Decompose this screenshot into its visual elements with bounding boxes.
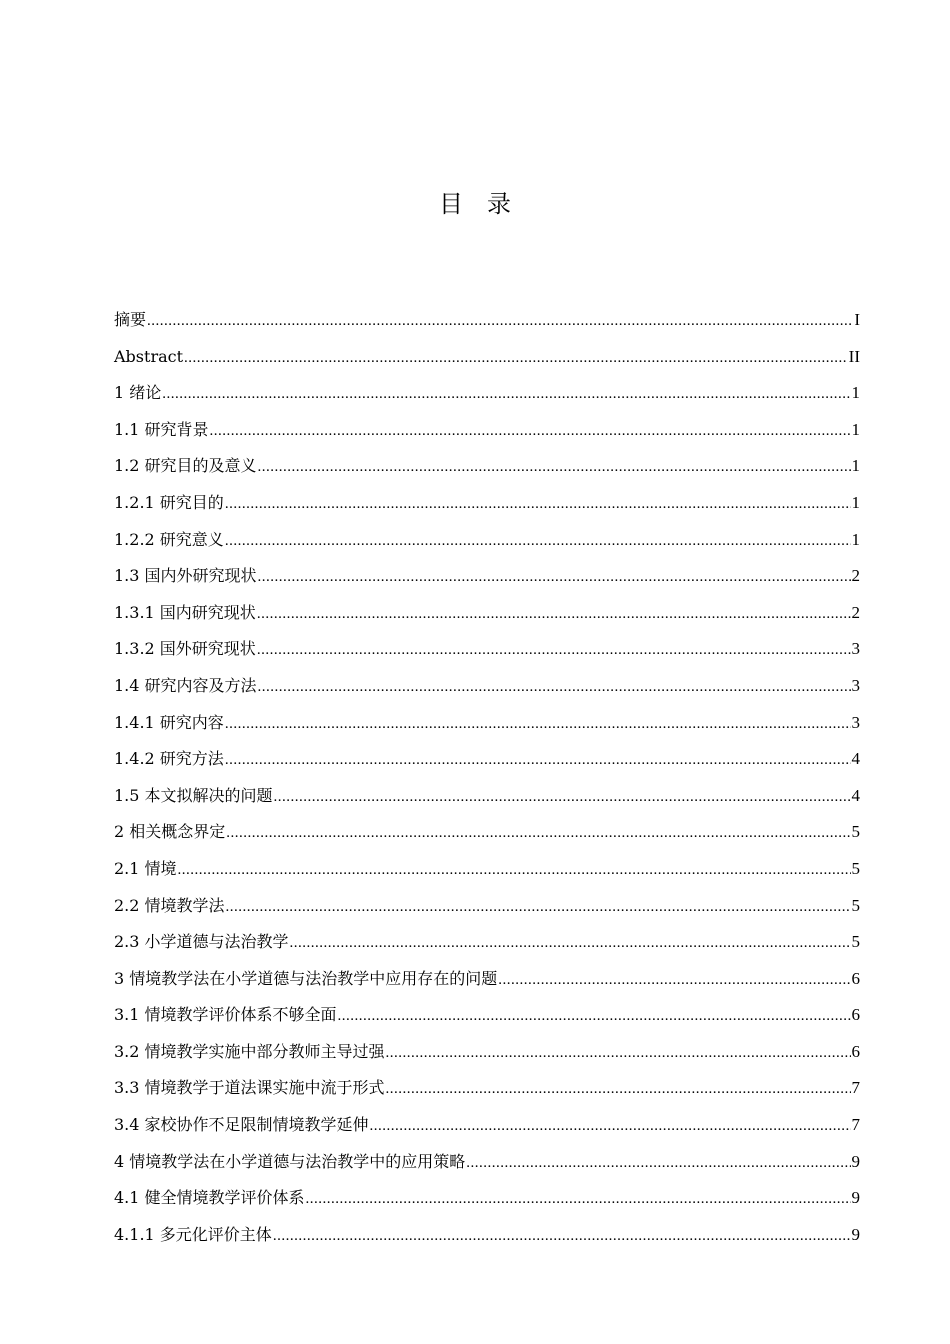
toc-entry-label: 3.3 情境教学于道法课实施中流于形式 <box>114 1078 385 1098</box>
toc-entry-label: 4.1.1 多元化评价主体 <box>114 1224 272 1244</box>
toc-entry-label: 1.1 研究背景 <box>114 419 209 439</box>
toc-entry-page: 3 <box>851 712 860 732</box>
toc-entry[interactable] <box>114 997 860 1034</box>
toc-entry[interactable] <box>114 924 860 961</box>
toc-entry-page: 5 <box>851 895 860 915</box>
toc-leader <box>258 669 851 705</box>
toc-entry[interactable] <box>114 595 860 632</box>
toc-entry-label: 4 情境教学法在小学道德与法治教学中的应用策略 <box>114 1151 466 1171</box>
toc-entry[interactable] <box>114 412 860 449</box>
toc-leader <box>338 998 851 1034</box>
toc-entry[interactable] <box>114 705 860 742</box>
toc-entry-label: 2.2 情境教学法 <box>114 895 225 915</box>
toc-entry-label: 1.4.2 研究方法 <box>114 749 224 769</box>
toc-leader <box>225 523 851 559</box>
toc-entry-page: 5 <box>851 858 860 878</box>
toc-title: 目 录 <box>439 190 511 218</box>
toc-entry-page: 9 <box>851 1151 860 1171</box>
toc-entry-label: 1.3.2 国外研究现状 <box>114 639 256 659</box>
toc-entry[interactable] <box>114 339 860 376</box>
toc-leader <box>225 486 851 522</box>
toc-entry[interactable] <box>114 631 860 668</box>
toc-leader <box>306 1181 851 1217</box>
toc-entry[interactable] <box>114 1144 860 1181</box>
toc-entry-label: 2.1 情境 <box>114 858 177 878</box>
toc-leader <box>147 303 853 339</box>
toc-entry-label: 1.3 国内外研究现状 <box>114 566 257 586</box>
toc-entry-label: 2.3 小学道德与法治教学 <box>114 932 289 952</box>
toc-leader <box>386 1035 851 1071</box>
toc-entry-label: Abstract <box>114 346 184 366</box>
toc-leader <box>226 815 850 851</box>
toc-entry-page: I <box>854 310 860 329</box>
toc-leader <box>178 852 851 888</box>
toc-entry[interactable] <box>114 814 860 851</box>
toc-leader <box>273 1218 851 1254</box>
toc-entry-page: 3 <box>851 639 860 659</box>
toc-entry[interactable] <box>114 1070 860 1107</box>
toc-leader <box>258 449 851 485</box>
toc-entry[interactable] <box>114 851 860 888</box>
toc-leader <box>466 1145 850 1181</box>
toc-leader <box>257 596 851 632</box>
toc-entry[interactable] <box>114 1034 860 1071</box>
toc-entry-label: 4.1 健全情境教学评价体系 <box>114 1188 305 1208</box>
toc-leader <box>386 1071 851 1107</box>
toc-entry-page: 4 <box>851 785 860 805</box>
toc-list <box>114 302 860 1253</box>
toc-entry-label: 1.2.1 研究目的 <box>114 492 224 512</box>
toc-entry-label: 摘要 <box>114 310 147 329</box>
toc-entry-label: 1.4.1 研究内容 <box>114 712 224 732</box>
toc-entry[interactable] <box>114 778 860 815</box>
toc-entry[interactable] <box>114 1107 860 1144</box>
toc-leader <box>498 962 850 998</box>
toc-entry-page: 1 <box>851 419 860 439</box>
toc-entry-page: 9 <box>851 1188 860 1208</box>
toc-entry[interactable] <box>114 302 860 339</box>
toc-entry-label: 3 情境教学法在小学道德与法治教学中应用存在的问题 <box>114 968 498 988</box>
toc-leader <box>210 413 851 449</box>
toc-entry[interactable] <box>114 375 860 412</box>
toc-entry[interactable] <box>114 522 860 559</box>
toc-entry-page: 4 <box>851 749 860 769</box>
toc-leader <box>274 779 851 815</box>
toc-entry[interactable] <box>114 961 860 998</box>
toc-entry-label: 3.4 家校协作不足限制情境教学延伸 <box>114 1115 369 1135</box>
toc-entry-page: II <box>848 346 860 366</box>
toc-entry-page: 2 <box>851 566 860 586</box>
toc-entry-page: 6 <box>851 1041 860 1061</box>
toc-entry-label: 1.5 本文拟解决的问题 <box>114 785 273 805</box>
toc-entry-page: 6 <box>851 968 860 988</box>
toc-leader <box>370 1108 851 1144</box>
toc-entry-label: 1.2 研究目的及意义 <box>114 456 257 476</box>
toc-entry-page: 1 <box>851 456 860 476</box>
toc-leader <box>225 706 851 742</box>
toc-entry-label: 3.2 情境教学实施中部分教师主导过强 <box>114 1041 385 1061</box>
toc-entry-label: 3.1 情境教学评价体系不够全面 <box>114 1005 337 1025</box>
toc-entry-page: 5 <box>851 822 860 842</box>
toc-entry-label: 1.4 研究内容及方法 <box>114 675 257 695</box>
toc-entry-page: 6 <box>851 1005 860 1025</box>
toc-entry-page: 1 <box>851 492 860 512</box>
toc-entry[interactable] <box>114 1217 860 1254</box>
toc-leader <box>226 889 851 925</box>
toc-entry-label: 1.3.1 国内研究现状 <box>114 602 256 622</box>
toc-entry[interactable] <box>114 448 860 485</box>
toc-entry[interactable] <box>114 741 860 778</box>
toc-leader <box>225 742 851 778</box>
toc-entry-label: 1 绪论 <box>114 383 162 403</box>
toc-entry-page: 5 <box>851 932 860 952</box>
toc-entry[interactable] <box>114 668 860 705</box>
toc-leader <box>184 340 848 376</box>
toc-entry[interactable] <box>114 888 860 925</box>
toc-entry-page: 2 <box>851 602 860 622</box>
toc-entry-page: 1 <box>851 529 860 549</box>
toc-entry[interactable] <box>114 485 860 522</box>
toc-entry-page: 7 <box>851 1115 860 1135</box>
toc-entry-page: 7 <box>851 1078 860 1098</box>
toc-leader <box>257 632 851 668</box>
toc-entry-page: 1 <box>851 383 860 403</box>
toc-entry-page: 3 <box>851 675 860 695</box>
toc-entry[interactable] <box>114 558 860 595</box>
toc-entry-label: 2 相关概念界定 <box>114 822 226 842</box>
toc-leader <box>162 376 850 412</box>
toc-entry[interactable] <box>114 1180 860 1217</box>
toc-entry-label: 1.2.2 研究意义 <box>114 529 224 549</box>
toc-entry-page: 9 <box>851 1224 860 1244</box>
toc-leader <box>258 559 851 595</box>
toc-leader <box>290 925 851 961</box>
